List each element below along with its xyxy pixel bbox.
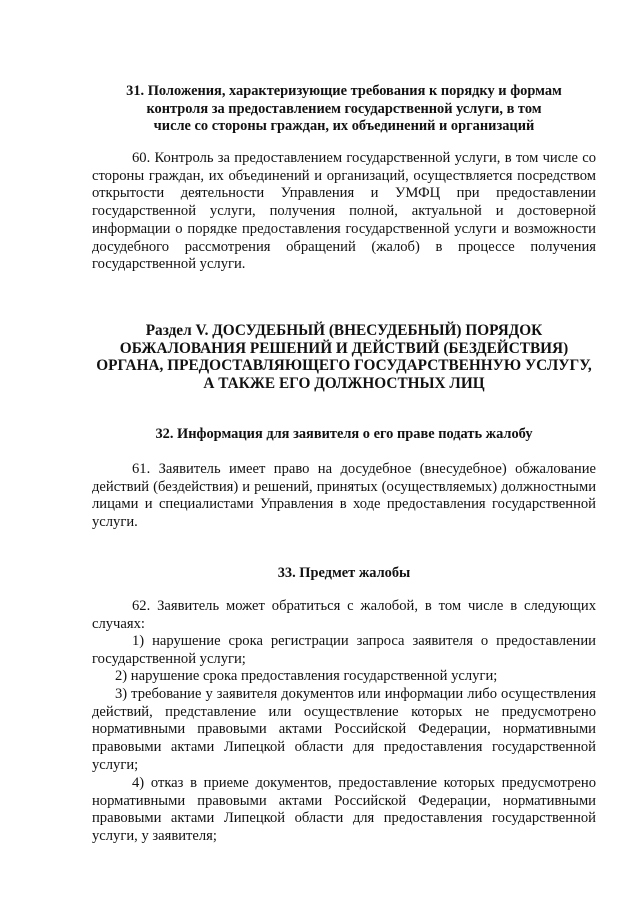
list-item-4: 4) отказ в приеме документов, предоставление которых предусмотрено нормативными правовыми актами Российской Федерации, нормативными правовыми актами Липецкой области для предоставления государственной услуги, у заявителя; — [92, 775, 596, 845]
list-item-1: 1) нарушение срока регистрации запроса заявителя о предоставлении государственной услуги; — [92, 633, 596, 667]
heading-line: ОБЖАЛОВАНИЯ РЕШЕНИЙ И ДЕЙСТВИЙ (БЕЗДЕЙСТВИЯ) — [119, 339, 569, 357]
section-32-heading: 32. Информация для заявителя о его праве подать жалобу — [155, 426, 533, 442]
paragraph-61: 61. Заявитель имеет право на досудебное (внесудебное) обжалование действий (бездействия) и решений, принятых (осуществляемых) должностными лицами и специалистами Управления в ходе предоставления государственной услуги. — [92, 461, 596, 531]
paragraph-62: 62. Заявитель может обратиться с жалобой, в том числе в следующих случаях: — [92, 598, 596, 632]
heading-line: А ТАКЖЕ ЕГО ДОЛЖНОСТНЫХ ЛИЦ — [203, 374, 485, 392]
heading-line: контроля за предоставлением государственной услуги, в том — [146, 100, 542, 117]
paragraph-60: 60. Контроль за предоставлением государственной услуги, в том числе со стороны граждан, их объединений и организаций, осуществляется посредством открытости деятельности Управления и УМФЦ при предоставлении государственной услуги, получения полной, актуальной и достоверной информации о порядке предоставления государственной услуги и возможности досудебного рассмотрения обращений (жалоб) в процессе получения государственной услуги. — [92, 150, 596, 273]
heading-line: ОРГАНА, ПРЕДОСТАВЛЯЮЩЕГО ГОСУДАРСТВЕННУЮ УСЛУГУ, — [96, 357, 592, 374]
heading-line: Раздел V. ДОСУДЕБНЫЙ (ВНЕСУДЕБНЫЙ) ПОРЯДОК — [145, 322, 543, 339]
list-item-2: 2) нарушение срока предоставления государственной услуги; — [115, 668, 498, 684]
section-33-heading: 33. Предмет жалобы — [277, 565, 411, 581]
heading-line: 31. Положения, характеризующие требования к порядку и формам — [126, 83, 562, 99]
part-5-heading — [92, 322, 596, 392]
list-item-3: 3) требование у заявителя документов или информации либо осуществления действий, представление или осуществление которых не предусмотрено нормативными правовыми актами Российской Федерации, нормативными правовыми актами Липецкой области для предоставления государственной услуги; — [92, 686, 596, 773]
section-31-heading — [92, 83, 596, 136]
heading-line: числе со стороны граждан, их объединений и организаций — [153, 118, 535, 134]
